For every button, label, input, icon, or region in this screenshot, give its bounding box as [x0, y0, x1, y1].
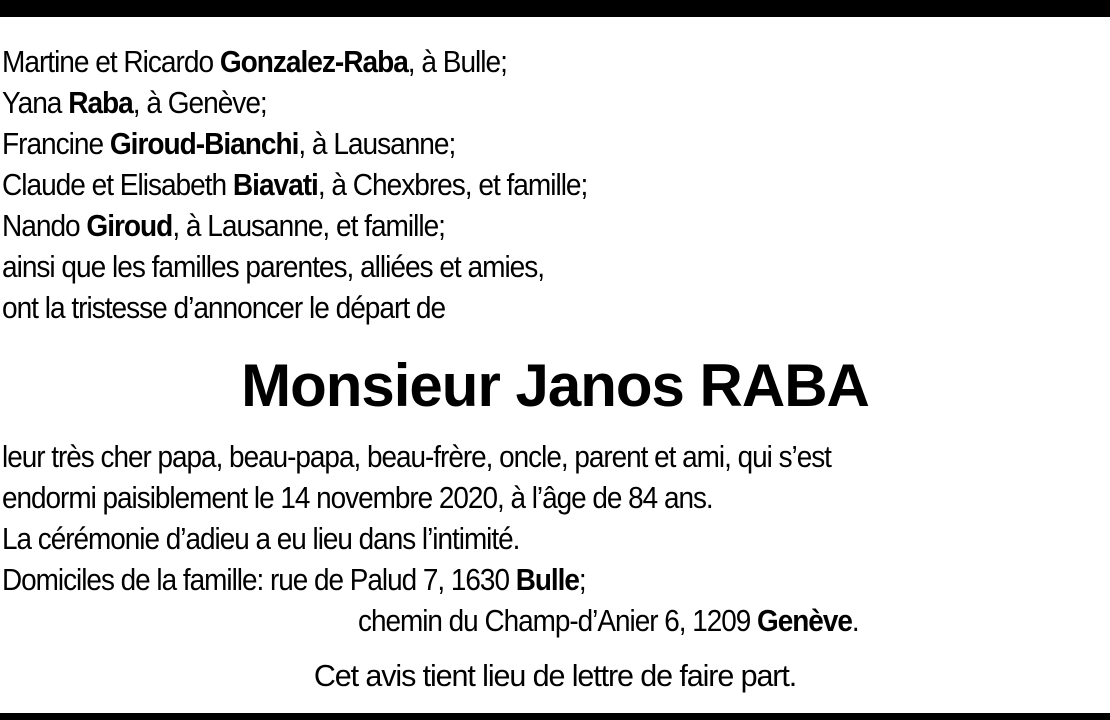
family-line	[2, 83, 587, 124]
punctuation: ;	[578, 563, 586, 597]
family-line-text: , à Lausanne;	[298, 127, 456, 161]
punctuation: .	[851, 604, 859, 638]
announce-line: ont la tristesse d’annoncer le départ de	[2, 291, 446, 325]
domicile-city: Bulle	[515, 563, 579, 597]
family-line	[2, 165, 587, 206]
deceased-name: Monsieur Janos RABA	[241, 352, 869, 419]
footer-note: Cet avis tient lieu de lettre de faire part.	[313, 659, 797, 693]
family-list	[2, 42, 587, 329]
family-surname: Raba	[68, 86, 133, 120]
domicile-address: Domiciles de la famille: rue de Palud 7, 1630	[2, 563, 516, 597]
notice-body	[2, 437, 831, 601]
domicile-city: Genève	[757, 604, 852, 638]
family-line-text: , à Genève;	[132, 86, 267, 120]
family-line-text: , à Lausanne, et famille;	[172, 209, 445, 243]
relatives-line: ainsi que les familles parentes, alliées et amies,	[2, 250, 545, 284]
family-line	[2, 42, 587, 83]
family-line-text: , à Chexbres, et famille;	[317, 168, 588, 202]
family-surname: Gonzalez-Raba	[219, 45, 408, 79]
family-surname: Giroud	[86, 209, 173, 243]
domicile-line-2	[358, 601, 859, 642]
domicile-line-1	[2, 560, 831, 601]
family-line	[2, 124, 587, 165]
bottom-rule	[0, 713, 1110, 720]
family-line-text: , à Bulle;	[407, 45, 507, 79]
domicile-address: chemin du Champ-d’Anier 6, 1209	[358, 604, 758, 638]
family-surname: Giroud-Bianchi	[109, 127, 299, 161]
family-surname: Biavati	[232, 168, 318, 202]
family-line-text: Claude et Elisabeth	[2, 168, 233, 202]
family-line-text: Martine et Ricardo	[2, 45, 220, 79]
family-line-text: Francine	[2, 127, 110, 161]
body-line: endormi paisiblement le 14 novembre 2020, à l’âge de 84 ans.	[2, 481, 713, 515]
family-line-text: Yana	[2, 86, 69, 120]
top-rule	[0, 0, 1110, 17]
body-line: leur très cher papa, beau-papa, beau-frère, oncle, parent et ami, qui s’est	[2, 440, 831, 474]
body-line: La cérémonie d’adieu a eu lieu dans l’intimité.	[2, 522, 520, 556]
family-line	[2, 206, 587, 247]
family-line-text: Nando	[2, 209, 87, 243]
